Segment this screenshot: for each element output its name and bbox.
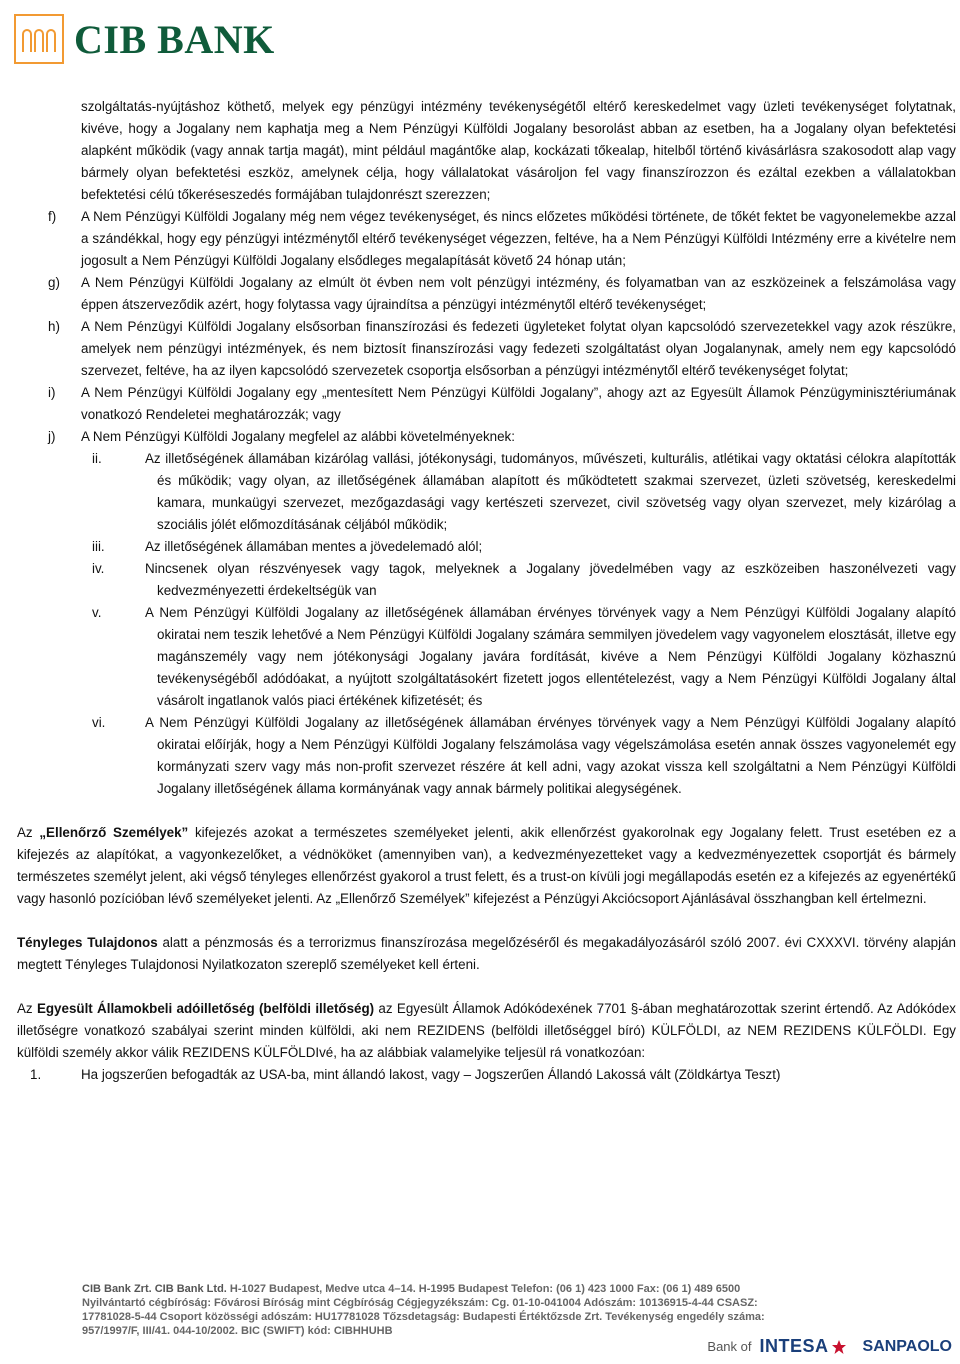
- sub-item-text: Az illetőségének államában kizárólag vallási, jótékonysági, tudományos, művészeti, kulturális, atlétikai vagy oktatási célokra alapították és működik; vagy olyan, az illetőségének államában alapított és működtetett szakmai szervezet, üzleti szövetség, kereskedelmi kamara, munkaügyi szervezet, mezőgazdasági vagy kertészeti szervezet, civil szövetség vagy olyan szervezet, mely kizárólag a szociális jólét előmozdításának céljából működik;: [145, 451, 956, 532]
- list-item-text: A Nem Pénzügyi Külföldi Jogalany az elmúlt öt évben nem volt pénzügyi intézmény, és folyamatban van az eszközeinek a felszámolása vagy éppen átszerveződik azért, hogy folytassa vagy újraindítsa a pénzügyi intézménytől eltérő tevékenységet;: [81, 275, 956, 312]
- numbered-item-1: [0, 1064, 960, 1086]
- list-item-i: [0, 382, 960, 426]
- paragraph-text: alatt a pénzmosás és a terrorizmus finanszírozása megelőzéséről és megakadályozásáról szóló 2007. évi CXXXVI. törvény alapján megtett Tényleges Tulajdonosi Nyilatkozaton szereplő személyeket kell érteni.: [17, 935, 956, 972]
- footer-address: H-1027 Budapest, Medve utca 4–14. H-1995 Budapest Telefon: (06 1) 423 1000 Fax: (06 1) 489 6500: [226, 1283, 741, 1295]
- star-icon: [831, 1339, 847, 1355]
- sub-item-iii: [0, 536, 960, 558]
- logo-text: CIB BANK: [74, 16, 275, 62]
- cib-logo-icon: [14, 14, 64, 64]
- footer-line-2: Nyilvántartó cégbíróság: Fővárosi Bíróság mint Cégbíróság Cégjegyzékszám: Cg. 01-10-041004 Adószám: 10136915-4-44 CSASZ:: [82, 1297, 758, 1309]
- spacer: [0, 800, 960, 822]
- sub-item-text: Az illetőségének államában mentes a jövedelemadó alól;: [145, 539, 483, 554]
- sub-item-v: [0, 602, 960, 712]
- numbered-item-text: Ha jogszerűen befogadták az USA-ba, mint állandó lakost, vagy – Jogszerűen Állandó Lakossá vált (Zöldkártya Teszt): [81, 1067, 781, 1082]
- spacer: [0, 976, 960, 998]
- spacer: [0, 910, 960, 932]
- intesa-sanpaolo-logo: [707, 1336, 952, 1357]
- footer: [0, 1274, 960, 1364]
- defined-term: Egyesült Államokbeli adóilletőség (belföldi illetőség): [36, 1001, 375, 1016]
- sub-item-text: A Nem Pénzügyi Külföldi Jogalany az illetőségének államában érvényes törvények vagy a Nem Pénzügyi Külföldi Jogalany alapító okiratai nem teszik lehetővé a Nem Pénzügyi Külföldi Jogalany számára semmilyen jövedelem vagy vagyonelem elosztását, illetve egy magánszemély vagy nem jótékonysági Jogalany javára fordítását, kivéve a Nem Pénzügyi Külföldi Jogalany közhasznú tevékenységéből adódóakat, a nyújtott szolgáltatásokért fizetett jogos ellentételezést, vagy a Nem Pénzügyi Külföldi Jogalany által vásárolt ingatlanok valós piaci értékének kifizetését; és: [145, 605, 956, 708]
- list-item-j: [0, 426, 960, 448]
- defined-term: Tényleges Tulajdonos: [17, 935, 158, 950]
- footer-company: CIB Bank Zrt. CIB Bank Ltd.: [82, 1283, 227, 1295]
- list-item-label: j): [48, 429, 56, 444]
- footer-line-3: 17781028-5-44 Csoport közösségi adószám: HU17781028 Tőzsdetagság: Budapesti Értéktőzsde Zrt. Tevékenység engedély száma:: [82, 1311, 765, 1323]
- list-item-h: [0, 316, 960, 382]
- sub-item-text: Nincsenek olyan részvényesek vagy tagok, melyeknek a Jogalany jövedelmében vagy az eszközeiben haszonélvezeti vagy kedvezményezetti érdekeltségük van: [145, 561, 956, 598]
- sub-item-label: iv.: [92, 561, 105, 576]
- list-item-label: h): [48, 319, 60, 334]
- sub-item-vi: [0, 712, 960, 800]
- defined-term: „Ellenőrző Személyek”: [39, 825, 189, 840]
- list-item-text: A Nem Pénzügyi Külföldi Jogalany elsősorban finanszírozási és fedezeti ügyleteket folytat olyan kapcsolódó szervezetekkel vagy azok részükre, amelyek nem pénzügyi intézmények, és nem biztosít finanszírozási vagy fedezeti szolgáltatást olyan Jogalanynak, amely nem egy kapcsolódó szervezet, feltéve, ha az ilyen kapcsolódó szervezetek csoportja elsősorban a pénzügyi intézménytől eltérő tevékenységet folytat;: [81, 319, 956, 378]
- list-item-f: [0, 206, 960, 272]
- paragraph-controlling-persons: [0, 822, 960, 910]
- sub-item-ii: [0, 448, 960, 536]
- list-item-label: f): [48, 209, 57, 224]
- intesa-label: INTESA: [759, 1336, 829, 1356]
- footer-line-4: 957/1997/F, III/41. 044-10/2002. BIC (SWIFT) kód: CIBHHUHB: [82, 1325, 393, 1337]
- list-item-label: i): [48, 385, 56, 400]
- list-item-text: A Nem Pénzügyi Külföldi Jogalany még nem végez tevékenységet, és nincs előzetes működési története, de tőkét fektet be vagyonelemekbe azzal a szándékkal, hogy egy pénzügyi intézménytől eltérő tevékenységet végezzen, feltéve, ha a Nem Pénzügyi Külföldi Intézmény erre a kivételre nem jogosult a Nem Pénzügyi Külföldi Jogalany elsődleges megalapítását követő 24 hónap után;: [81, 209, 956, 268]
- list-item-label: g): [48, 275, 60, 290]
- numbered-item-label: 1.: [30, 1067, 42, 1082]
- header: [14, 10, 275, 68]
- list-item-text: A Nem Pénzügyi Külföldi Jogalany egy „mentesített Nem Pénzügyi Külföldi Jogalany”, ahogy azt az Egyesült Államok Pénzügyminisztériumának vonatkozó Rendeletei meghatározzák; vagy: [81, 385, 956, 422]
- paragraph-text: kifejezés azokat a természetes személyeket jelenti, akik ellenőrzést gyakorolnak egy Jogalany felett. Trust esetében ez a kifejezés az alapítókat, a vagyonkezelőket, a védnököket (amennyiben van), a kedvezményezetteket vagy a kedvezményezettek csoportját és bármely természetes személyt jelent, aki végső tényleges ellenőrzést gyakorol a trust felett, és a trust-on kívüli jogi megállapodás esetén ez a kifejezés az egyenértékű vagy hasonló pozícióban lévő személyeket jelenti. Az „Ellenőrző Személyek” kifejezést a Pénzügyi Akciócsoport Ajánlásával összhangban kell értelmezni.: [17, 825, 956, 906]
- footer-line-1: [82, 1282, 882, 1296]
- paragraph-prefix: Az: [17, 825, 40, 840]
- list-item-text: A Nem Pénzügyi Külföldi Jogalany megfelel az alábbi követelményeknek:: [81, 429, 515, 444]
- paragraph-prefix: Az: [17, 1001, 37, 1016]
- sub-item-label: iii.: [92, 539, 105, 554]
- list-continuation: szolgáltatás-nyújtáshoz köthető, melyek egy pénzügyi intézmény tevékenységétől eltérő kereskedelmet vagy üzleti tevékenységet folytatnak, kivéve, hogy a Jogalany nem kaphatja meg a Nem Pénzügyi Külföldi Jogalany besorolást abban az esetben, ha a Jogalany olyan befektetési alapként működik (vagy annak tartja magát), mint például magántőke alap, kockázati tőkealap, hitelből történő kivásárlásra szakosodott alap vagy bármely olyan befektetési eszköz, amelynek célja, hogy vállalatokat vásároljon fel vagy finanszírozzon és ezáltal ezekben a vállalatokban befektetési célú tőkeréseszedés formájában tulajdonrészt szerezzen;: [81, 99, 956, 202]
- sub-item-iv: [0, 558, 960, 602]
- bank-of-label: Bank of: [707, 1339, 752, 1354]
- footer-legal-text: [82, 1282, 882, 1338]
- paragraph-beneficial-owner: [0, 932, 960, 976]
- sanpaolo-label: SANPAOLO: [862, 1337, 952, 1355]
- sub-item-label: v.: [92, 605, 102, 620]
- sub-item-label: vi.: [92, 715, 106, 730]
- list-item-g: [0, 272, 960, 316]
- sub-item-label: ii.: [92, 451, 102, 466]
- paragraph-us-residency: [0, 998, 960, 1064]
- document-body: [0, 96, 960, 1086]
- sub-item-text: A Nem Pénzügyi Külföldi Jogalany az illetőségének államában érvényes törvények vagy a Nem Pénzügyi Külföldi Jogalany alapító okiratai előírják, hogy a Nem Pénzügyi Külföldi Jogalany felszámolása vagy végelszámolása esetén annak összes vagyonelemét egy kormányzati szerv vagy más non-profit szervezet részére át kell adni, vagy azokat vissza kell szolgáltatni a Nem Pénzügyi Külföldi Jogalany illetőségének állama kormányának vagy annak bármely politikai alegységének.: [145, 715, 956, 796]
- paragraph-text: az Egyesült Államok Adókódexének 7701 §-ában meghatározottak szerint értendő. Az Adókódex illetőségre vonatkozó szabályai szerint minden külföldi, aki nem REZIDENS (belföldi illetőséggel bíró) KÜLFÖLDI, az NEM REZIDENS KÜLFÖLDI. Egy külföldi személy akkor válik REZIDENS KÜLFÖLDIvé, ha az alábbiak valamelyike teljesül rá vonatkozóan:: [17, 1001, 956, 1060]
